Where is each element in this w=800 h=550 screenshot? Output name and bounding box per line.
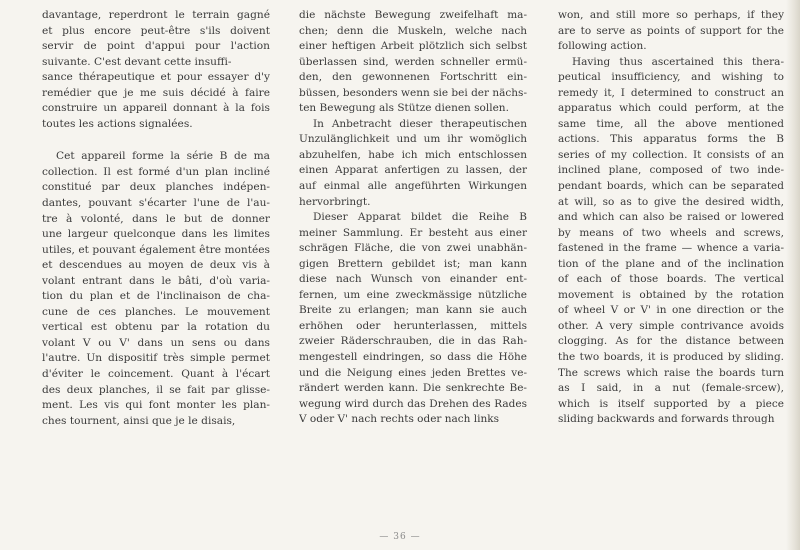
english-line: series of my collection. It consists of an [558, 148, 784, 161]
page-number: — 36 — [379, 532, 421, 542]
english-line: of each of those boards. The vertical [558, 273, 784, 286]
french-line: ches tournent, ainsi que je le disais, [42, 414, 236, 427]
english-line: fastened in the frame — whence a varia- [558, 242, 784, 255]
german-line: meiner Sammlung. Er besteht aus einer [299, 226, 527, 239]
english-line: and which can also be raised or lowered [558, 211, 784, 224]
english-line: following action. [558, 40, 647, 53]
french-line: ment. Les vis qui font monter les plan- [42, 399, 270, 412]
french-line: toutes les actions signalées. [42, 117, 193, 130]
german-column [299, 8, 527, 428]
english-line: same time, all the above mentioned [558, 117, 784, 130]
french-column [42, 8, 270, 429]
english-line: at will, so as to give the desired width, [558, 195, 784, 208]
english-line: won, and still more so perhaps, if they [558, 9, 784, 21]
french-line: d'éviter le coincement. Quant à l'écart [42, 368, 270, 381]
german-line: gigen Brettern gebildet ist; man kann [299, 257, 527, 270]
english-line: movement is obtained by the rotation [558, 288, 784, 301]
english-line: as I said, in a nut (female-srcew), [558, 382, 784, 395]
german-line: Dieser Apparat bildet die Reihe B [313, 211, 527, 224]
french-line: tre à volonté, dans le but de donner [42, 212, 270, 225]
french-line: collection. Il est formé d'un plan incliné [42, 165, 270, 178]
french-line: davantage, reperdront le terrain gagné [42, 9, 270, 21]
german-line: erhöhen oder herunterlassen, mittels [299, 319, 527, 332]
french-line: et plus encore peut-être s'ils doivent [42, 24, 270, 37]
german-line: überlassen sind, werden schneller ermü- [299, 55, 527, 68]
french-line: servir de point d'appui pour l'action [42, 40, 270, 53]
english-line: tion of the plane and of the inclination [558, 257, 784, 270]
english-line: by means of two wheels and screws, [558, 226, 784, 239]
english-line: other. A very simple contrivance avoids [558, 319, 784, 332]
french-line: cune de ces planches. Le mouvement [42, 305, 270, 318]
english-line: Having thus ascertained this thera- [572, 55, 784, 68]
german-line: mengestell eindringen, so dass die Höhe [299, 351, 527, 364]
french-line: construire un appareil donnant à la fois [42, 102, 270, 115]
english-line: sliding backwards and forwards through [558, 413, 775, 426]
french-line: volant V ou V' dans un sens ou dans [42, 336, 270, 349]
english-line: are to serve as points of support for the [558, 24, 784, 37]
french-line: remédier que je me suis décidé à faire [42, 86, 270, 99]
french-line: volant entrant dans le bâti, d'où varia- [42, 274, 270, 287]
german-line: ten Bewegung als Stütze dienen sollen. [299, 102, 509, 115]
german-line: rändert werden kann. Die senkrechte Be- [299, 382, 527, 395]
german-line: hervorbringt. [299, 195, 371, 208]
english-line: apparatus which could perform, at the [558, 102, 784, 115]
german-line: einen Apparat anfertigen zu lassen, der [299, 164, 527, 177]
french-line: Cet appareil forme la série B de ma [56, 150, 270, 163]
english-line: the two boards, it is produced by sliding. [558, 351, 784, 364]
french-line: sance thérapeutique et pour essayer d'y [42, 71, 270, 84]
english-line: pendant boards, which can be separated [558, 180, 784, 193]
german-line: die nächste Bewegung zweifelhaft ma- [299, 9, 527, 21]
french-line: utiles, et pouvant également être montées [42, 243, 270, 256]
german-line: auf einmal alle angeführten Wirkungen [299, 180, 527, 193]
german-line: einer heftigen Arbeit plötzlich sich selbst [299, 40, 527, 53]
english-column [558, 8, 784, 428]
english-line: actions. This apparatus forms the B [558, 133, 784, 146]
paragraph-gap [42, 132, 270, 149]
french-line: constitué par deux planches indépen- [42, 181, 270, 194]
english-line: inclined plane, composed of two inde- [558, 164, 784, 177]
german-line: wegung wird durch das Drehen des Rades [299, 397, 527, 410]
german-line: büssen, besonders wenn sie bei der nächs- [299, 86, 527, 99]
german-line: diese nach Wunsch von einander ent- [299, 273, 527, 286]
german-line: den, den gewonnenen Fortschritt ein- [299, 71, 527, 84]
english-line: The screws which raise the boards turn [558, 366, 784, 379]
german-line: und die Neigung eines jeden Brettes ve- [299, 366, 527, 379]
german-line: V oder V' nach rechts oder nach links [299, 413, 500, 426]
german-line: schrägen Fläche, die von zwei unabhän- [299, 242, 527, 255]
french-line: des deux planches, il se fait par glisse- [42, 383, 270, 396]
german-line: abzuhelfen, habe ich mich entschlossen [299, 148, 527, 161]
german-line: Unzulänglichkeit und um ihr womöglich [299, 133, 527, 146]
french-line: et descendues au moyen de deux vis à [42, 259, 270, 272]
english-line: peutical insufficiency, and wishing to [558, 71, 784, 84]
french-line: tion du plan et de l'inclinaison de cha- [42, 290, 270, 303]
page-edge [786, 0, 800, 550]
english-line: which is itself supported by a piece [558, 397, 784, 410]
english-line: remedy it, I determined to construct an [558, 86, 784, 99]
french-line: une largeur quelconque dans les limites [42, 228, 270, 241]
french-line: l'autre. Un dispositif très simple permet [42, 352, 270, 365]
german-line: chen; denn die Muskeln, welche nach [299, 24, 527, 37]
german-line: fernen, um eine zweckmässige nützliche [299, 288, 527, 301]
english-line: of wheel V or V' in one direction or the [558, 304, 784, 317]
english-line: clogging. As for the distance between [558, 335, 784, 348]
french-line: suivante. C'est devant cette insuffi- [42, 55, 232, 68]
german-line: In Anbetracht dieser therapeutischen [313, 117, 527, 130]
french-line: dantes, pouvant s'écarter l'une de l'au- [42, 197, 270, 210]
german-line: Breite zu erlangen; man kann sie auch [299, 304, 527, 317]
french-line: vertical est obtenu par la rotation du [42, 321, 270, 334]
german-line: zweier Räderschrauben, die in das Rah- [299, 335, 527, 348]
